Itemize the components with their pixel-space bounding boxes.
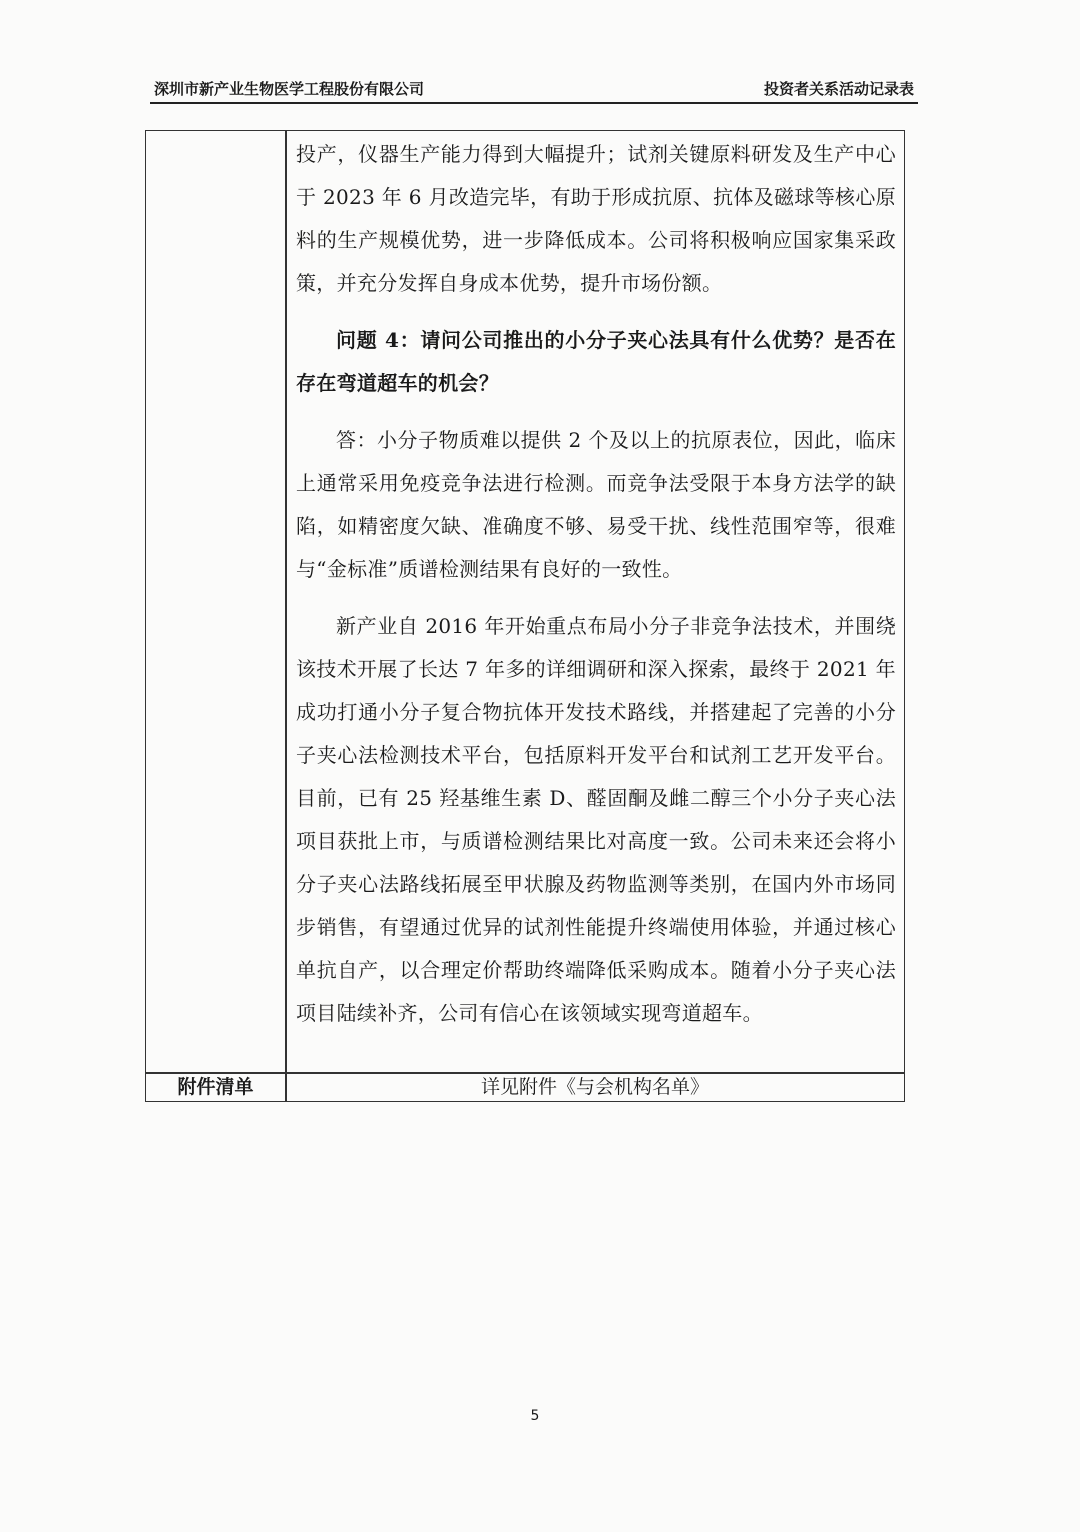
page-number: 5 [530, 1408, 540, 1424]
activity-content [296, 133, 896, 1035]
question-4: 问题 4：请问公司推出的小分子夹心法具有什么优势？是否在存在弯道超车的机会？ [296, 328, 896, 395]
company-name: 深圳市新产业生物医学工程股份有限公司 [154, 80, 425, 98]
attachment-label: 附件清单 [177, 1076, 254, 1098]
column-divider [285, 131, 287, 1101]
document-type: 投资者关系活动记录表 [763, 80, 914, 98]
answer-paragraph-1: 答：小分子物质难以提供 2 个及以上的抗原表位，因此，临床上通常采用免疫竞争法进行检测。而竞争法受限于本身方法学的缺陷，如精密度欠缺、准确度不够、易受干扰、线性范围窄等，很难与“金标准”质谱检测结果有良好的一致性。 [296, 428, 896, 581]
attachment-value: 详见附件《与会机构名单》 [480, 1076, 709, 1098]
answer-paragraph-2: 新产业自 2016 年开始重点布局小分子非竞争法技术，并围绕该技术开展了长达 7 年多的详细调研和深入探索，最终于 2021 年成功打通小分子复合物抗体开发技术路线，并搭建起了完善的小分子夹心法检测技术平台，包括原料开发平台和试剂工艺开发平台。目前，已有 25 羟基维生素 D、醛固酮及雌二醇三个小分子夹心法项目获批上市，与质谱检测结果比对高度一致。公司未来还会将小分子夹心法路线拓展至甲状腺及药物监测等类别，在国内外市场同步销售，有望通过优异的试剂性能提升终端使用体验，并通过核心单抗自产，以合理定价帮助终端降低采购成本。随着小分子夹心法项目陆续补齐，公司有信心在该领域实现弯道超车。 [296, 614, 896, 1025]
paragraph-continued: 投产，仪器生产能力得到大幅提升；试剂关键原料研发及生产中心于 2023 年 6 月改造完毕，有助于形成抗原、抗体及磁球等核心原料的生产规模优势，进一步降低成本。公司将积极响应国家集采政策，并充分发挥自身成本优势，提升市场份额。 [296, 142, 896, 295]
record-table [145, 130, 905, 1102]
page-header [150, 76, 918, 104]
